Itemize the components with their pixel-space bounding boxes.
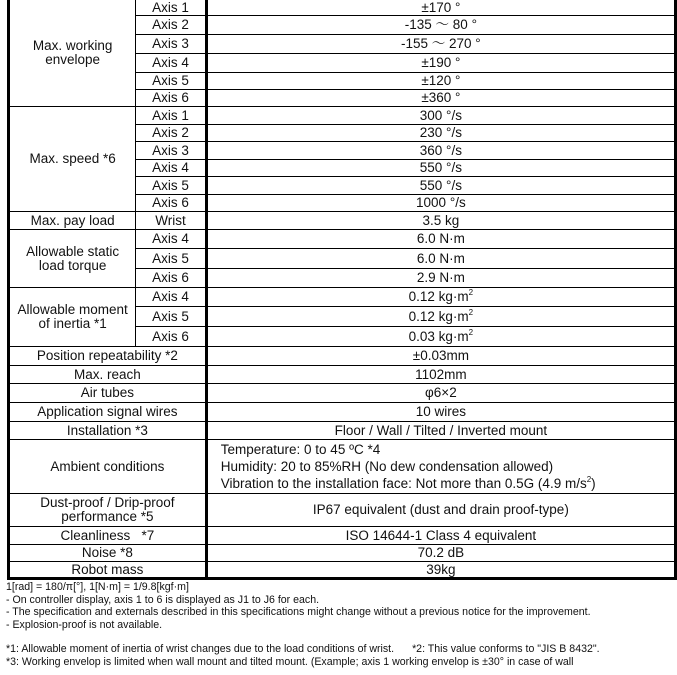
spec-value: 6.0 N·m: [206, 249, 675, 269]
table-row: [9, 545, 676, 562]
spec-value: 0.12 $kg\cdot m^2$: [206, 288, 675, 307]
signal-wires-label: Application signal wires: [9, 403, 207, 422]
spec-value: ISO 14644-1 Class 4 equivalent: [206, 527, 675, 545]
table-row: [9, 212, 676, 230]
axis-label: Axis 4: [136, 54, 206, 73]
wrist-label: Wrist: [136, 212, 206, 230]
inertia-label: Allowable moment of inertia *1: [9, 288, 136, 347]
axis-label: Axis 5: [136, 249, 206, 269]
spec-value: ±190 °: [206, 54, 675, 73]
unit-conversion-note: 1[rad] = 180/π[°], 1[N·m] = 1/9.8[kgf·m]: [6, 581, 189, 593]
spec-value: ±120 °: [206, 73, 675, 90]
spec-value: 1000 °/s: [206, 195, 675, 212]
spec-value: 0.12 $kg\cdot m^2$: [206, 307, 675, 327]
axis-label: Axis 6: [136, 195, 206, 212]
spec-value: 39kg: [206, 562, 675, 579]
noise-label: Noise *8: [9, 545, 207, 562]
spec-value: 70.2 dB: [206, 545, 675, 562]
axis-label: Axis 5: [136, 177, 206, 195]
footnote-line: [6, 643, 600, 656]
axis-label: Axis 1: [136, 107, 206, 125]
table-row: [9, 562, 676, 579]
axis-label: Axis 6: [136, 90, 206, 107]
spec-value: 10 wires: [206, 403, 675, 422]
spec-value: Floor / Wall / Tilted / Inverted mount: [206, 422, 675, 440]
axis-label: Axis 2: [136, 125, 206, 142]
table-row: [9, 288, 676, 307]
footnote-1: *1: Allowable moment of inertia of wrist changes due to the load conditions of wrist.: [6, 643, 395, 656]
spec-value: 300 °/s: [206, 107, 675, 125]
footnote-2: *2: This value conforms to "JIS B 8432".: [412, 643, 600, 656]
spec-value: ±360 °: [206, 90, 675, 107]
ambient-conditions-label: Ambient conditions: [9, 440, 207, 494]
spec-value: 230 °/s: [206, 125, 675, 142]
cleanliness-label: Cleanliness *7: [9, 527, 207, 545]
spec-value: 0.03 $kg\cdot m^2$: [206, 327, 675, 347]
vibration-spec: Vibration to the installation face: Not more than 0.5G (4.9 $m/s^2$): [220, 475, 596, 491]
table-row: [9, 422, 676, 440]
axis-label: Axis 6: [136, 327, 206, 347]
installation-label: Installation *3: [9, 422, 207, 440]
air-tubes-label: Air tubes: [9, 384, 207, 403]
robot-mass-label: Robot mass: [9, 562, 207, 579]
spec-value: φ6×2: [206, 384, 675, 403]
spec-value: -155 ～ 270 °: [206, 35, 675, 54]
spec-value: 550 °/s: [206, 160, 675, 177]
spec-value: ±0.03mm: [206, 347, 675, 366]
table-row: [9, 366, 676, 384]
working-envelope-label: Max. working envelope: [9, 0, 136, 107]
humidity-spec: Humidity: 20 to 85%RH (No dew condensation allowed): [220, 459, 554, 474]
axis-label: Axis 4: [136, 160, 206, 177]
table-row: [9, 494, 676, 527]
axis-label: Axis 3: [136, 142, 206, 160]
dust-proof-label: Dust-proof / Drip-proof performance *5: [9, 494, 207, 527]
spec-value: 360 °/s: [206, 142, 675, 160]
axis-label: Axis 3: [136, 35, 206, 54]
specification-table: [7, 0, 677, 580]
note-bullet: - The specification and externals described in this specifications might change without a previous notice for the improvement.: [6, 606, 591, 619]
axis-label: Axis 6: [136, 269, 206, 288]
temperature-spec: Temperature: 0 to 45 ºC *4: [220, 442, 381, 457]
table-row: [9, 527, 676, 545]
footnote-3: *3: Working envelop is limited when wall mount and tilted mount. (Example; axis 1 working envelop is ±30° in case of wall: [6, 655, 574, 668]
note-bullet: - Explosion-proof is not available.: [6, 618, 163, 631]
spec-value: 550 °/s: [206, 177, 675, 195]
spec-value: 3.5 kg: [206, 212, 675, 230]
table-row: [9, 347, 676, 366]
table-row: [9, 403, 676, 422]
ambient-conditions-value: [206, 440, 675, 494]
table-row: [9, 384, 676, 403]
axis-label: Axis 4: [136, 230, 206, 249]
axis-label: Axis 5: [136, 73, 206, 90]
table-row: [9, 0, 676, 16]
max-speed-label: Max. speed *6: [9, 107, 136, 212]
spec-value: IP67 equivalent (dust and drain proof-type): [206, 494, 675, 527]
note-bullet: - On controller display, axis 1 to 6 is displayed as J1 to J6 for each.: [6, 593, 320, 606]
spec-value: ±170 °: [206, 0, 675, 16]
spec-value: -135 ～ 80 °: [206, 16, 675, 35]
table-row: [9, 230, 676, 249]
position-repeatability-label: Position repeatability *2: [9, 347, 207, 366]
axis-label: Axis 4: [136, 288, 206, 307]
spec-value: 2.9 N·m: [206, 269, 675, 288]
static-torque-label: Allowable static load torque: [9, 230, 136, 288]
axis-label: Axis 5: [136, 307, 206, 327]
axis-label: Axis 1: [136, 0, 206, 16]
notes-section: [6, 581, 600, 669]
max-reach-label: Max. reach: [9, 366, 207, 384]
table-row: [9, 107, 676, 125]
axis-label: Axis 2: [136, 16, 206, 35]
table-row: [9, 440, 676, 494]
payload-label: Max. pay load: [9, 212, 136, 230]
spec-value: 1102mm: [206, 366, 675, 384]
spec-value: 6.0 N·m: [206, 230, 675, 249]
